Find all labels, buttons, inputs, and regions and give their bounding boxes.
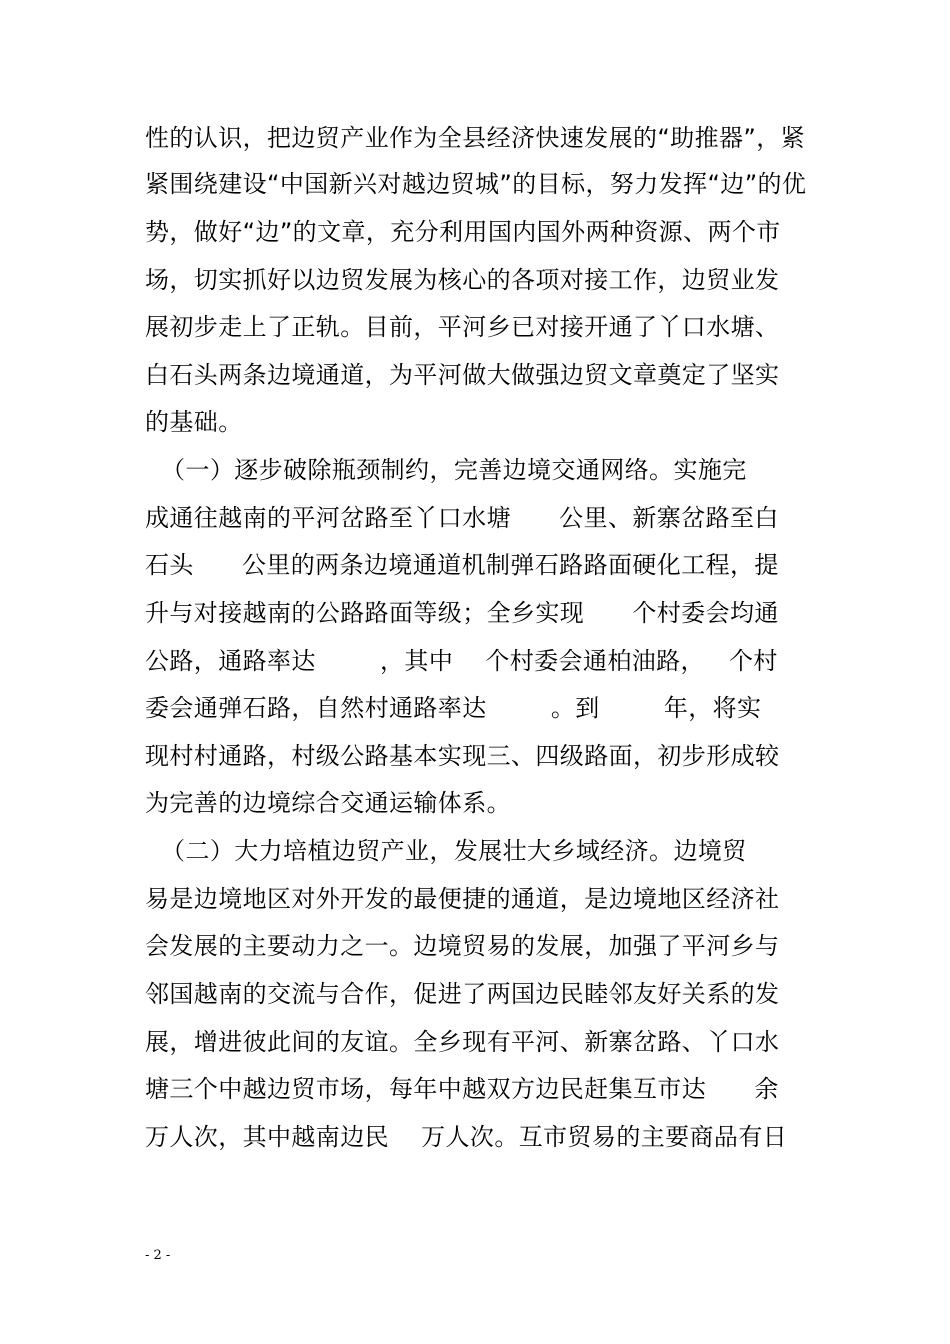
text-line: 塘三个中越边贸市场，每年中越双方边民赶集互市达 余 <box>145 1075 779 1103</box>
text-line: 场，切实抓好以边贸发展为核心的各项对接工作，边贸业发 <box>145 266 780 294</box>
text-line: 易是边境地区对外开发的最便捷的通道，是边境地区经济社 <box>145 885 780 913</box>
text-line: 公路，通路率达 ，其中 个村委会通柏油路， 个村 <box>145 647 778 675</box>
text-line: 紧围绕建设“中国新兴对越边贸城”的目标，努力发挥“边”的优 <box>145 170 807 198</box>
text-line: 现村村通路，村级公路基本实现三、四级路面，初步形成较 <box>145 742 780 770</box>
paragraph-heading-line: （二）大力培植边贸产业，发展壮大乡域经济。边境贸 <box>145 837 747 865</box>
text-line: 展，增进彼此间的友谊。全乡现有平河、新寨岔路、丫口水 <box>145 1028 780 1056</box>
text-line: 成通往越南的平河岔路至丫口水塘 公里、新寨岔路至白 <box>145 504 779 532</box>
text-line: 万人次，其中越南边民 万人次。互市贸易的主要商品有日 <box>145 1123 788 1151</box>
text-line: 委会通弹石路，自然村通路率达 。到 年，将实 <box>145 694 762 722</box>
text-line: 势，做好“边”的文章，充分利用国内国外两种资源、两个市 <box>145 218 781 246</box>
text-line: 升与对接越南的公路路面等级；全乡实现 个村委会均通 <box>145 599 779 627</box>
text-line: 石头 公里的两条边境通道机制弹石路路面硬化工程，提 <box>145 551 779 579</box>
paragraph-heading-line: （一）逐步破除瓶颈制约，完善边境交通网络。实施完 <box>145 456 747 484</box>
text-line: 白石头两条边境通道，为平河做大做强边贸文章奠定了坚实 <box>145 361 780 389</box>
text-line: 的基础。 <box>145 408 243 436</box>
text-line: 展初步走上了正轨。目前，平河乡已对接开通了丫口水塘、 <box>145 313 780 341</box>
page-number: - 2 - <box>145 1248 171 1263</box>
text-line: 性的认识，把边贸产业作为全县经济快速发展的“助推器”，紧 <box>145 124 806 152</box>
text-line: 会发展的主要动力之一。边境贸易的发展，加强了平河乡与 <box>145 932 780 960</box>
text-line: 为完善的边境综合交通运输体系。 <box>145 789 511 817</box>
text-line: 邻国越南的交流与合作，促进了两国边民睦邻友好关系的发 <box>145 980 780 1008</box>
